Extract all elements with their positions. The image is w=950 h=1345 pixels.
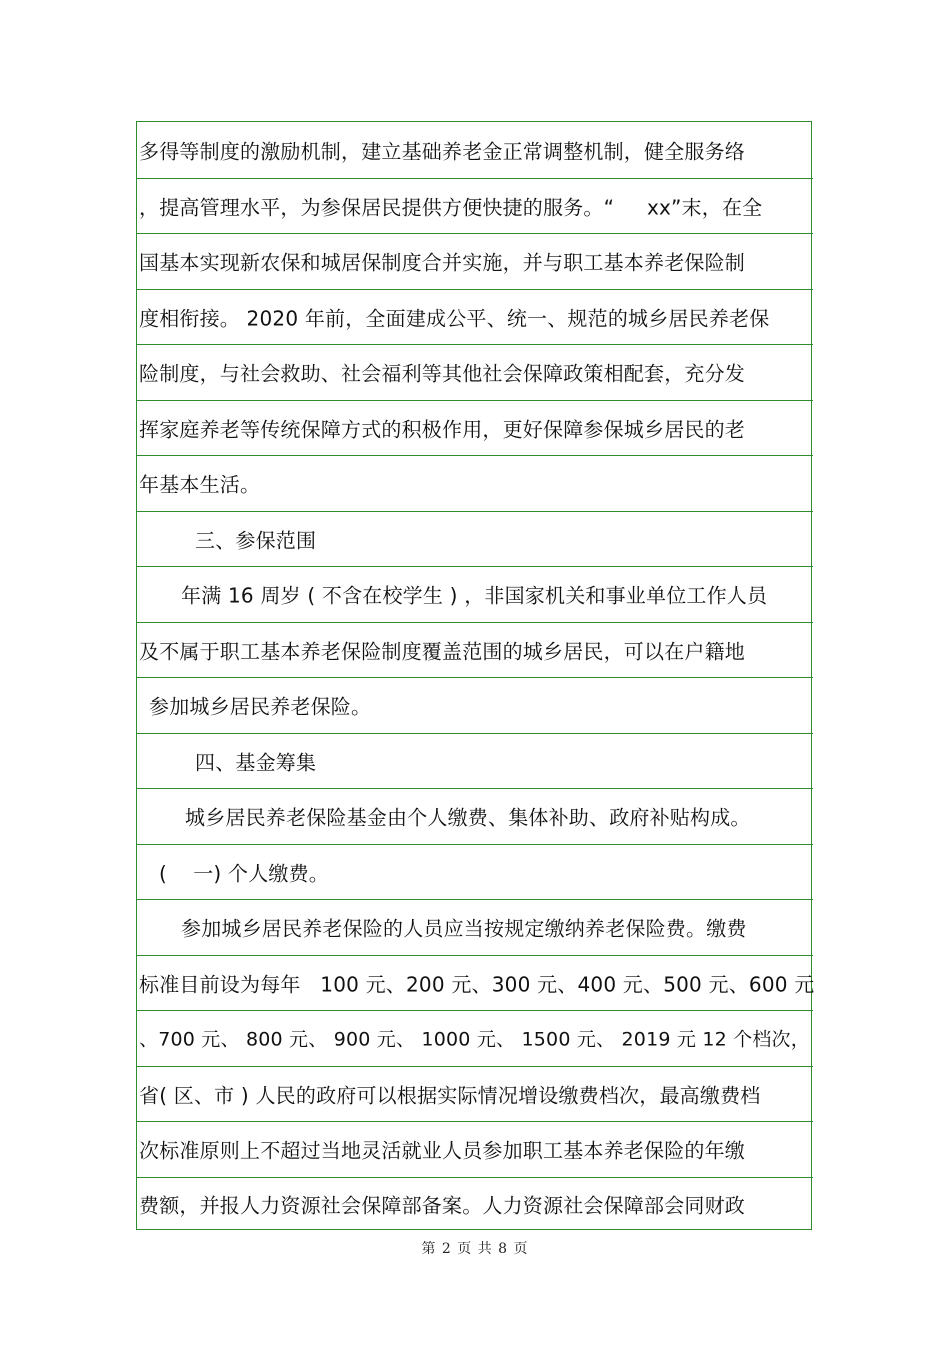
- text-row: [137, 788, 813, 844]
- document-frame: [136, 121, 815, 1230]
- text-line: 国基本实现新农保和城居保制度合并实施，并与职工基本养老保险制: [139, 250, 745, 275]
- text-row: [137, 1010, 813, 1066]
- text-row: [137, 178, 813, 234]
- text-line: 省( 区、市 ) 人民的政府可以根据实际情况增设缴费档次，最高缴费档: [139, 1083, 761, 1108]
- text-row: [137, 677, 813, 733]
- text-line: 参加城乡居民养老保险的人员应当按规定缴纳养老保险费。缴费: [181, 916, 747, 941]
- text-row: [137, 122, 813, 178]
- text-row: [137, 622, 813, 678]
- text-row: [137, 511, 813, 567]
- text-line: 险制度，与社会救助、社会福利等其他社会保障政策相配套，充分发: [139, 361, 745, 386]
- page-number: 第 2 页 共 8 页: [421, 1241, 529, 1257]
- text-line: 度相衔接。 2020 年前，全面建成公平、统一、规范的城乡居民养老保: [139, 306, 770, 331]
- text-line: 年基本生活。: [139, 472, 261, 497]
- text-row: [137, 899, 813, 955]
- text-row: [137, 455, 813, 511]
- section-heading: 三、参保范围: [195, 528, 317, 553]
- text-line: ，提高管理水平，为参保居民提供方便快捷的服务。“ xx”末，在全: [139, 195, 763, 220]
- text-line: 标准目前设为每年 100 元、200 元、300 元、400 元、500 元、600 元: [139, 972, 815, 997]
- text-row: [137, 844, 813, 900]
- text-line: 、700 元、 800 元、 900 元、 1000 元、 1500 元、 2019 元 12 个档次，: [139, 1028, 810, 1051]
- text-row: [137, 1177, 813, 1231]
- text-line: 多得等制度的激励机制，建立基础养老金正常调整机制，健全服务络: [139, 139, 745, 164]
- section-heading: 四、基金筹集: [195, 750, 317, 775]
- subsection-heading: ( 一) 个人缴费。: [159, 861, 329, 886]
- text-row: [137, 289, 813, 345]
- text-line: 次标准原则上不超过当地灵活就业人员参加职工基本养老保险的年缴: [139, 1138, 745, 1163]
- text-line: 年满 16 周岁 ( 不含在校学生 ) ，非国家机关和事业单位工作人员: [181, 583, 768, 608]
- text-line: 费额，并报人力资源社会保障部备案。人力资源社会保障部会同财政: [139, 1193, 745, 1218]
- text-row: [137, 1066, 813, 1122]
- text-line: 挥家庭养老等传统保障方式的积极作用，更好保障参保城乡居民的老: [139, 417, 745, 442]
- text-line: 城乡居民养老保险基金由个人缴费、集体补助、政府补贴构成。: [185, 805, 751, 830]
- text-line: 参加城乡居民养老保险。: [149, 694, 372, 719]
- text-row: [137, 344, 813, 400]
- text-row: [137, 955, 813, 1011]
- text-row: [137, 733, 813, 789]
- text-row: [137, 233, 813, 289]
- text-row: [137, 1121, 813, 1177]
- text-row: [137, 566, 813, 622]
- text-line: 及不属于职工基本养老保险制度覆盖范围的城乡居民，可以在户籍地: [139, 639, 745, 664]
- text-row: [137, 400, 813, 456]
